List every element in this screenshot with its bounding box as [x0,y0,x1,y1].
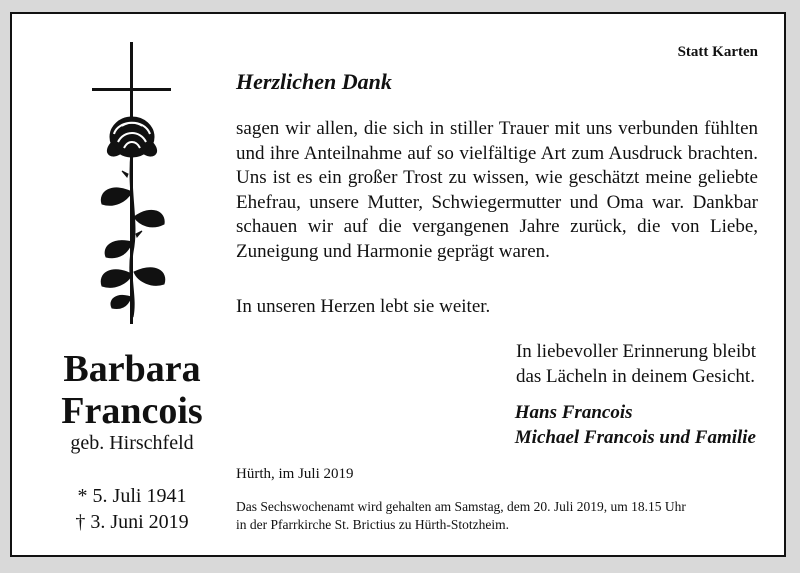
place-date: Hürth, im Juli 2019 [236,466,354,482]
statt-karten-label: Statt Karten [677,44,758,60]
mass-notice-line: Das Sechswochenamt wird gehalten am Samstag, dem 20. Juli 2019, um 18.15 Uhr [236,499,686,514]
closing-line: In unseren Herzen lebt sie weiter. [236,296,491,317]
deceased-last-name: Francois [61,390,203,432]
rose-icon [101,117,165,317]
maiden-name: geb. Hirschfeld [70,432,194,454]
memorial-verse [516,340,756,389]
heading: Herzlichen Dank [236,69,392,94]
mass-notice-line: in der Pfarrkirche St. Brictius zu Hürth-Stotzheim. [236,517,509,532]
deceased-first-name: Barbara [63,348,201,390]
verse-line: In liebevoller Erinnerung bleibt [515,341,756,362]
death-date: † 3. Juni 2019 [75,511,189,533]
birth-date: * 5. Juli 1941 [77,485,187,507]
verse-line: das Lächeln in deinem Gesicht. [515,365,755,387]
thank-you-text: sagen wir allen, die sich in stiller Trauer mit uns verbunden fühlten und ihre Anteilnahme auf so vielfältige Art zum Ausdruck brachten. Uns ist es ein großer Trost zu wissen, wie geschätzt meine geliebte Ehefrau, unsere Mutter, Schwiegermutter und Oma war. Dankbar schauen wir auf die vergangenen Jahre zurück, die von Liebe, Zuneigung und Harmonie geprägt waren. [236,118,758,262]
signature-name: Hans Francois [514,402,633,423]
signatures [515,400,756,450]
obituary-card [10,12,786,557]
mass-notice [236,498,766,534]
signature-name: Michael Francois und Familie [514,427,756,448]
cross-rose-illustration [72,42,192,332]
